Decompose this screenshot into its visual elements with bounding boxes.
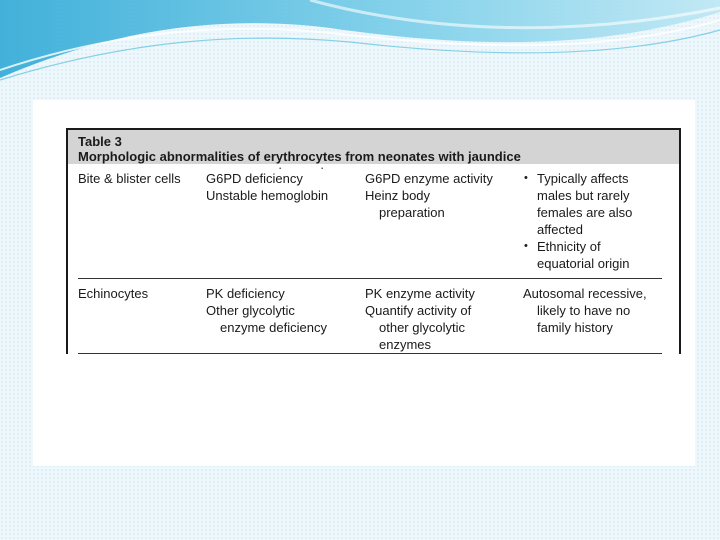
note-line: likely to have no <box>537 303 631 318</box>
note-bullet-item <box>523 170 665 238</box>
table-header <box>68 128 679 164</box>
note-line: males but rarely <box>537 188 630 203</box>
test: Quantify activity of <box>365 303 472 318</box>
cause: Other glycolytic <box>206 303 295 318</box>
test: PK enzyme activity <box>365 286 475 301</box>
notes-list <box>523 285 665 336</box>
note-line: Autosomal recessive, <box>523 286 647 301</box>
cause: Unstable hemoglobin <box>206 188 329 203</box>
note-bullet-item <box>523 238 665 272</box>
clipped-text-fragment: · · <box>278 160 326 175</box>
note-line: equatorial origin <box>537 256 630 271</box>
cause-list <box>206 285 364 336</box>
table-row <box>78 285 662 354</box>
test: enzymes <box>379 337 432 352</box>
slide-panel <box>33 100 695 466</box>
cause: enzyme deficiency <box>220 320 327 335</box>
test: G6PD enzyme activity <box>365 171 493 186</box>
note-line: Ethnicity of <box>537 239 601 254</box>
cause: G6PD deficiency <box>206 171 303 186</box>
bullet-icon: • <box>524 172 528 184</box>
cell-type: Echinocytes <box>78 286 149 301</box>
note-line: Typically affects <box>537 171 629 186</box>
cause: PK deficiency <box>206 286 285 301</box>
table-label: Table 3 <box>78 134 122 149</box>
cell-type: Bite & blister cells <box>78 171 181 186</box>
test: preparation <box>379 205 445 220</box>
test: other glycolytic <box>379 320 465 335</box>
table-title: Morphologic abnormalities of erythrocytes from neonates with jaundice <box>78 149 521 164</box>
note-line: affected <box>537 222 584 237</box>
decorative-swoosh <box>0 0 720 90</box>
cause-list <box>206 170 364 204</box>
table-figure <box>66 128 681 354</box>
test-list <box>365 285 523 353</box>
notes-list <box>523 170 665 272</box>
bullet-icon: • <box>524 240 528 252</box>
note-line: females are also <box>537 205 633 220</box>
table-row <box>78 170 662 279</box>
test-list <box>365 170 523 221</box>
test: Heinz body <box>365 188 431 203</box>
note-line: family history <box>537 320 613 335</box>
